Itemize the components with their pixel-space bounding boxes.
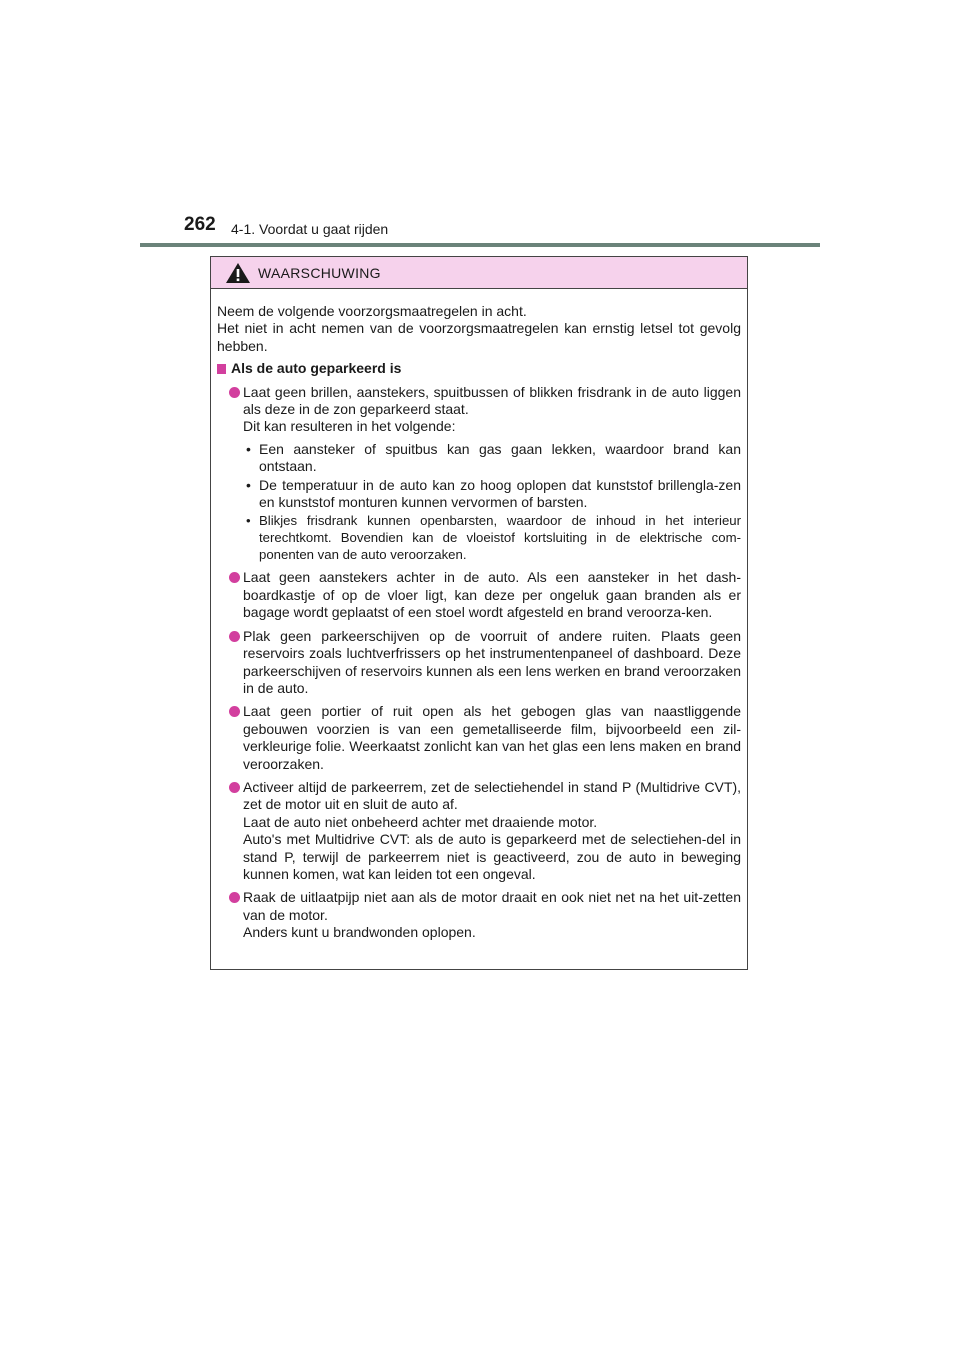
list-item	[217, 569, 741, 621]
sub-list-item	[243, 512, 741, 563]
section-heading	[217, 360, 741, 377]
round-bullet-icon	[229, 631, 240, 642]
list-item	[217, 703, 741, 773]
list-item-extra: Dit kan resulteren in het volgende:	[243, 418, 456, 435]
list-item-text: Laat geen brillen, aanstekers, spuitbussen of blikken frisdrank in de auto liggen als deze in de zon geparkeerd staat.	[243, 383, 741, 418]
square-bullet-icon	[217, 364, 226, 374]
list-item-text: Laat geen portier of ruit open als het gebogen glas van naastliggende gebouwen voorzien is van een gemetalliseerde film, bijvoorbeeld een zil-verkleurige folie. Weerkaatst zonlicht kan van het glas een lens maken en brand veroorzaken.	[243, 703, 741, 772]
round-bullet-icon	[229, 782, 240, 793]
round-bullet-icon	[229, 572, 240, 583]
section-heading-text: Als de auto geparkeerd is	[231, 360, 402, 377]
list-item-text: Activeer altijd de parkeerrem, zet de selectiehendel in stand P (Multidrive CVT), zet de motor uit en sluit de auto af.	[243, 778, 741, 813]
list-item-extra: Anders kunt u brandwonden oplopen.	[243, 924, 476, 941]
warning-box	[210, 256, 748, 970]
sub-list-item-text: Een aansteker of spuitbus kan gas gaan lekken, waardoor brand kan ontstaan.	[259, 440, 741, 475]
header-rule	[140, 243, 820, 247]
small-dot-icon: •	[246, 476, 251, 493]
sub-list-item	[243, 477, 741, 512]
round-bullet-icon	[229, 892, 240, 903]
round-bullet-icon	[229, 387, 240, 398]
sub-list-item	[243, 441, 741, 476]
list-item-text: Raak de uitlaatpijp niet aan als de motor draait en ook niet net na het uit-zetten van de motor.	[243, 889, 741, 923]
page-number: 262	[184, 214, 216, 235]
list-item-extra: Laat de auto niet onbeheerd achter met draaiende motor.	[243, 813, 598, 830]
warning-body	[211, 289, 747, 942]
list-item	[217, 628, 741, 698]
intro-line: Het niet in acht nemen van de voorzorgsmaatregelen kan ernstig letsel tot gevolg hebben.	[217, 320, 741, 354]
sub-list-item-text: Blikjes frisdrank kunnen openbarsten, waardoor de inhoud in het interieur terechtkomt. Bovendien kan de vloeistof kortsluiting in de elektrische com-ponenten van de auto veroorzaken.	[259, 513, 741, 563]
list-item-extra: Auto's met Multidrive CVT: als de auto is geparkeerd met de selectiehen-del in stand P, terwijl de parkeerrem niet is geactiveerd, zou de auto in beweging kunnen komen, wat kan leiden tot een ongeval.	[243, 831, 741, 882]
list-item-text: Plak geen parkeerschijven op de voorruit of andere ruiten. Plaats geen reservoirs zoals luchtverfrissers op het instrumentenpaneel of dashboard. Deze parkeerschijven of reservoirs kunnen als een lens werken en brand veroorzaken in de auto.	[243, 627, 741, 696]
section-title: 4-1. Voordat u gaat rijden	[231, 221, 389, 237]
warning-header	[211, 257, 747, 289]
list-item	[217, 384, 741, 564]
list-item	[217, 889, 741, 941]
list-item-text: Laat geen aanstekers achter in de auto. Als een aansteker in het dash-boardkastje of op de vloer ligt, kan deze per ongeluk gaan branden als er bagage wordt geplaatst of een stoel wordt afgesteld en brand veroorza-ken.	[243, 569, 741, 621]
sub-list	[243, 441, 741, 564]
warning-triangle-icon	[225, 262, 251, 284]
small-dot-icon: •	[246, 513, 251, 529]
sub-list-item-text: De temperatuur in de auto kan zo hoog oplopen dat kunststof brillengla-zen en kunststof monturen kunnen vervormen of barsten.	[259, 476, 741, 511]
small-dot-icon: •	[246, 440, 251, 457]
list-item	[217, 779, 741, 883]
warning-title: WAARSCHUWING	[258, 264, 381, 281]
round-bullet-icon	[229, 706, 240, 717]
intro-line: Neem de volgende voorzorgsmaatregelen in acht.	[217, 303, 527, 319]
